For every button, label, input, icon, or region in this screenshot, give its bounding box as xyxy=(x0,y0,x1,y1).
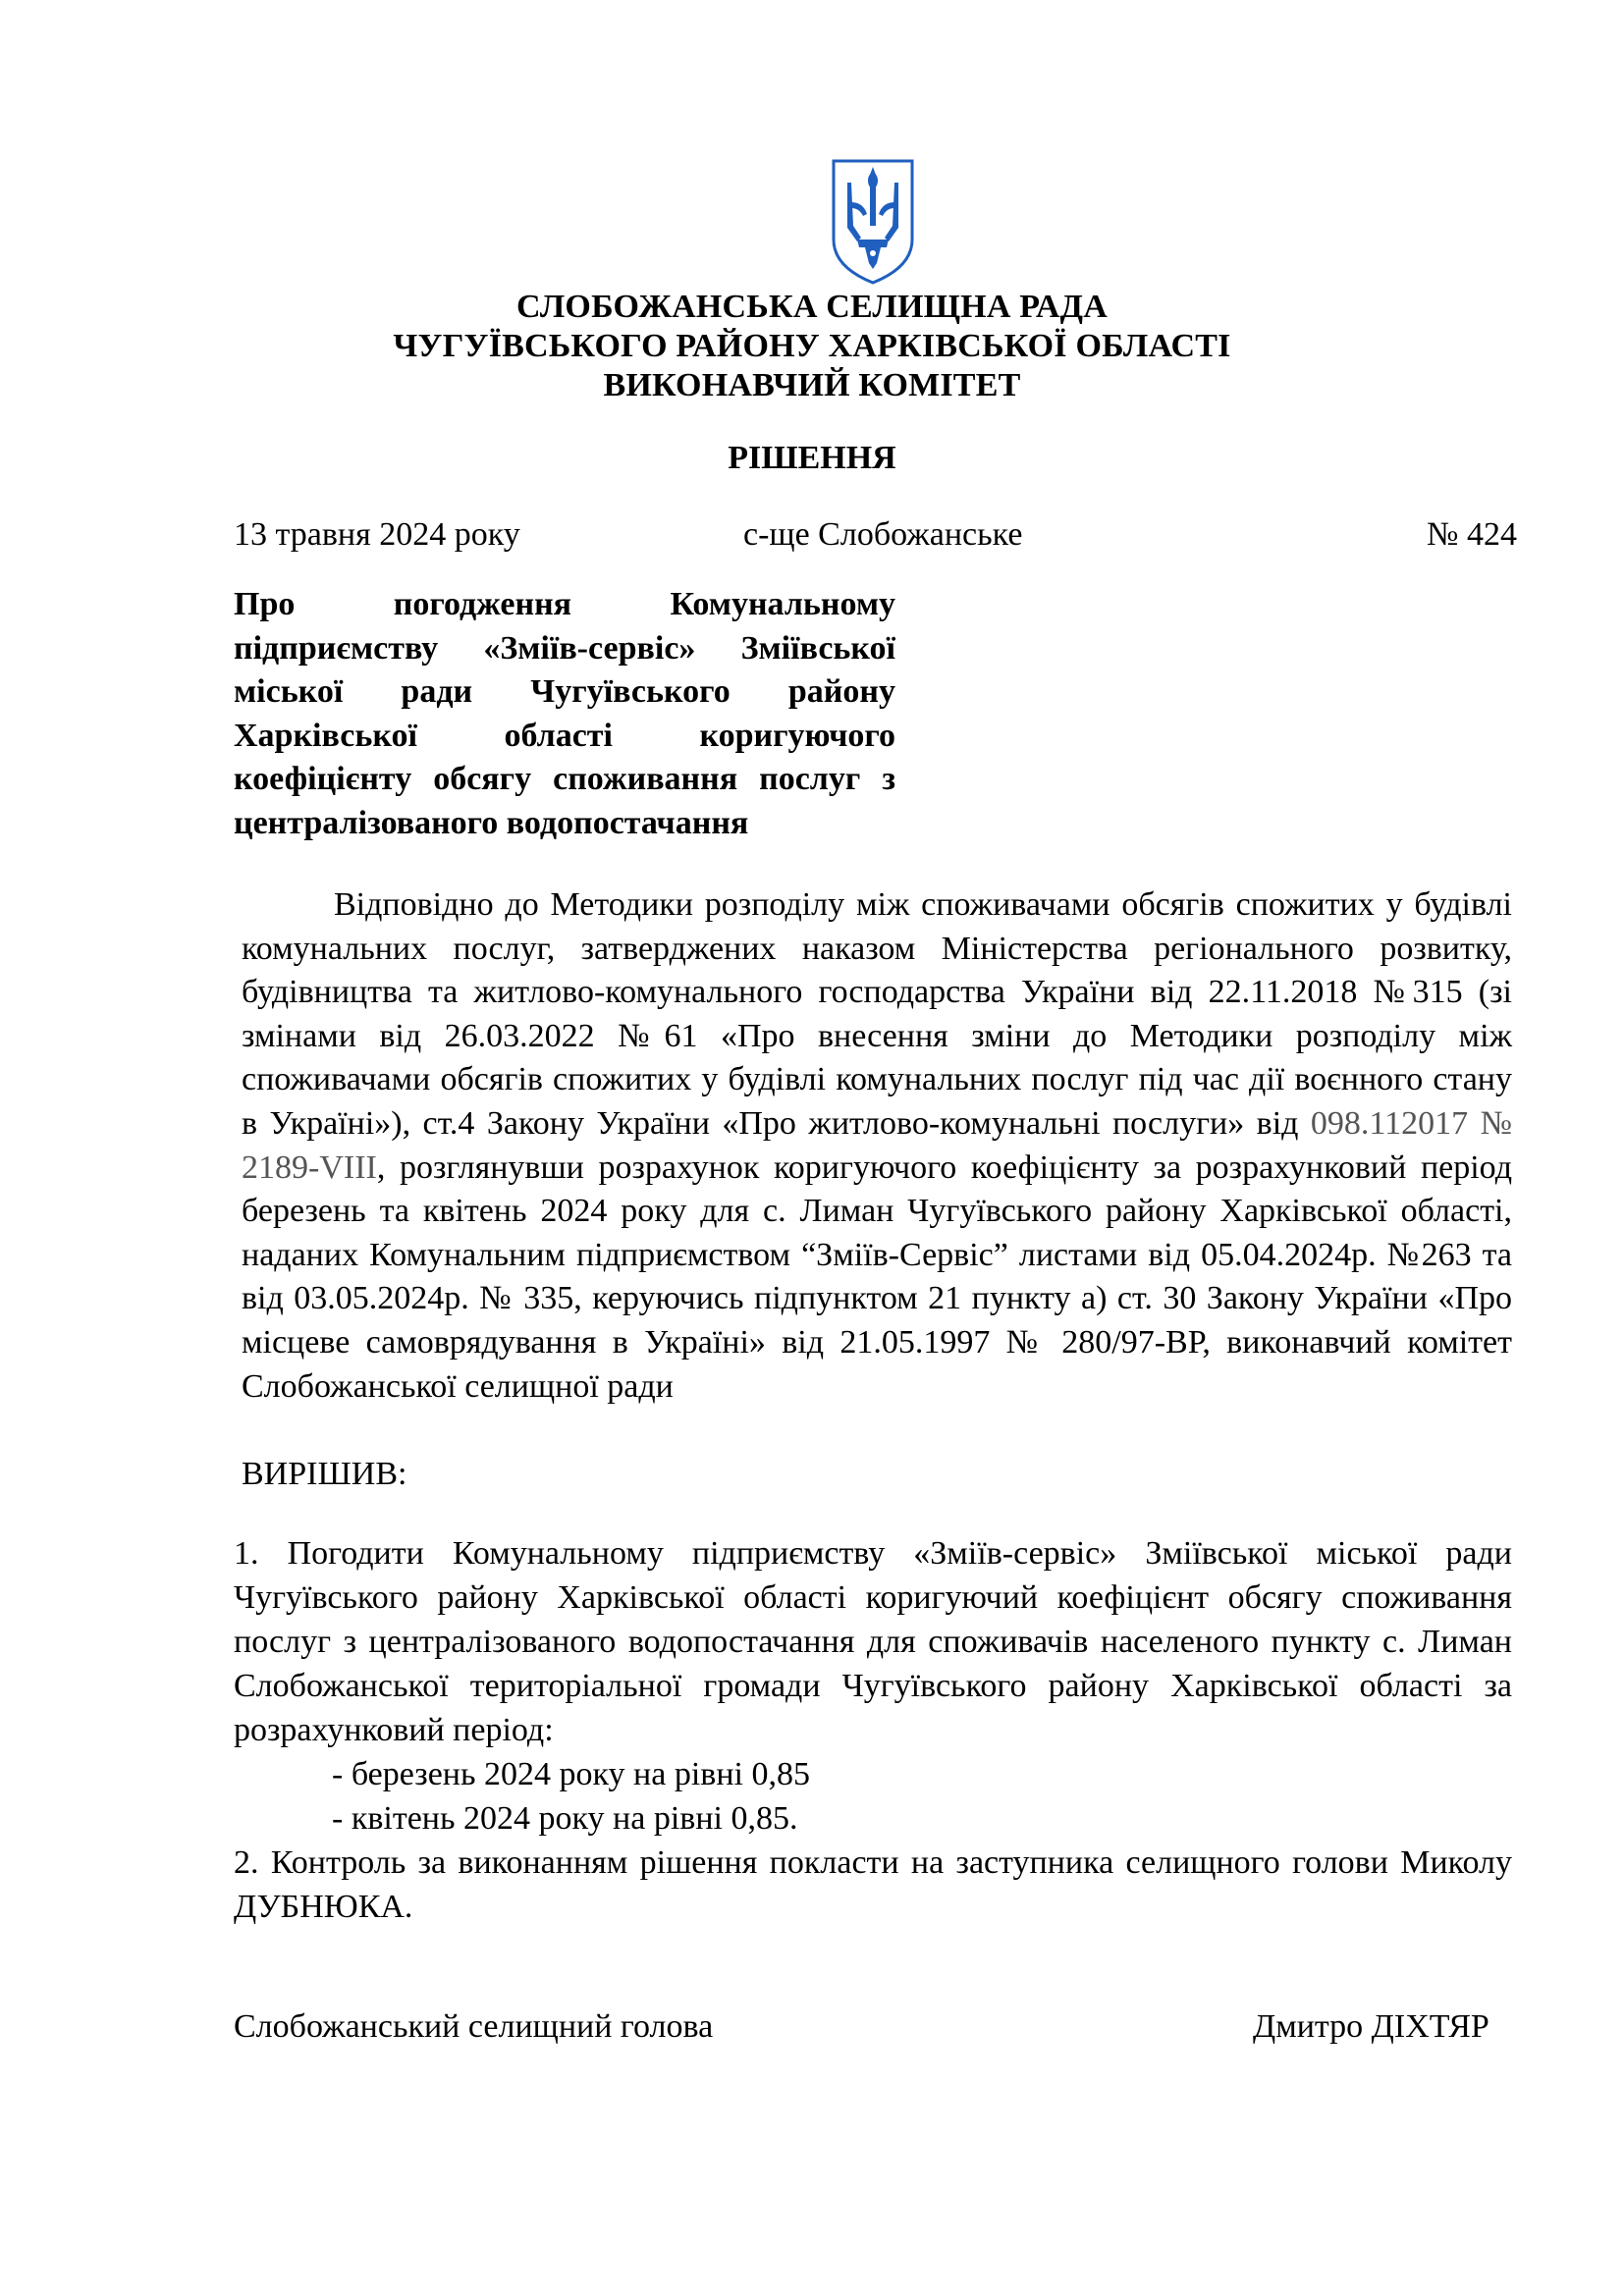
committee-name: ВИКОНАВЧИЙ КОМІТЕТ xyxy=(603,367,1021,403)
signatory-name: Дмитро ДІХТЯР xyxy=(1253,2008,1489,2045)
decision-item-2: 2. Контроль за виконанням рішення покласти на заступника селищного голови Миколу ДУБНЮКА. xyxy=(234,1844,1512,1925)
document-type: РІШЕННЯ xyxy=(728,440,896,476)
district-name: ЧУГУЇВСЬКОГО РАЙОНУ ХАРКІВСЬКОЇ ОБЛАСТІ xyxy=(393,328,1231,364)
decision-item-1: 1. Погодити Комунальному підприємству «Зміїв-сервіс» Зміївської міської ради Чугуївського району Харківської області коригуючий коефіцієнт обсягу споживання послуг з централізованого водопостачання для споживачів населеного пункту с. Лиман Слобожанської територіальної громади Чугуївського району Харківської області за розрахунковий період: xyxy=(234,1535,1512,1748)
preamble xyxy=(242,883,1512,1409)
document-place: с-ще Слобожанське xyxy=(743,516,1023,553)
coat-of-arms-icon xyxy=(830,157,916,287)
preamble-text-1: Відповідно до Методики розподілу між споживачами обсягів спожитих у будівлі комунальних послуг, затверджених наказом Міністерства регіонального розвитку, будівництва та житлово-комунального господарства України від 22.11.2018 №315 (зі змінами від 26.03.2022 №61 «Про внесення зміни до Методики розподілу між споживачами обсягів спожитих у будівлі комунальних послуг під час дії воєнного стану в Україні»), ст.4 Закону України «Про житлово-комунальні послуги» від xyxy=(242,886,1512,1142)
period-march: - березень 2024 року на рівні 0,85 xyxy=(332,1756,810,1792)
period-april: - квітень 2024 року на рівні 0,85. xyxy=(332,1800,798,1837)
law-reference: 098.112017 № 2189-VIII xyxy=(242,1104,1513,1186)
preamble-text-2: , розглянувши розрахунок коригуючого коефіцієнту за розрахунковий період березень та квітень 2024 року для с. Лиман Чугуївського району Харківської області, наданих Комунальним підприємством “Зміїв-Сервіс” листами від 05.04.2024р. №263 та від 03.05.2024р. № 335, керуючись підпунктом 21 пункту а) ст. 30 Закону України «Про місцеве самоврядування в Україні» від 21.05.1997 № 280/97-ВР, виконавчий комітет Слобожанської селищної ради xyxy=(242,1148,1512,1405)
document-date: 13 травня 2024 року xyxy=(234,516,520,553)
document-subject: Про погодження Комунальному підприємству «Зміїв-сервіс» Зміївської міської ради Чугуївського району Харківської області коригуючого коефіцієнту обсягу споживання послуг з централізованого водопостачання xyxy=(234,586,895,841)
decided-label: ВИРІШИВ: xyxy=(242,1456,407,1492)
council-name: СЛОБОЖАНСЬКА СЕЛИЩНА РАДА xyxy=(515,289,1108,325)
decision-section xyxy=(234,1531,1512,1929)
signatory-position: Слобожанський селищний голова xyxy=(234,2008,714,2045)
document-number: № 424 xyxy=(1427,516,1517,553)
